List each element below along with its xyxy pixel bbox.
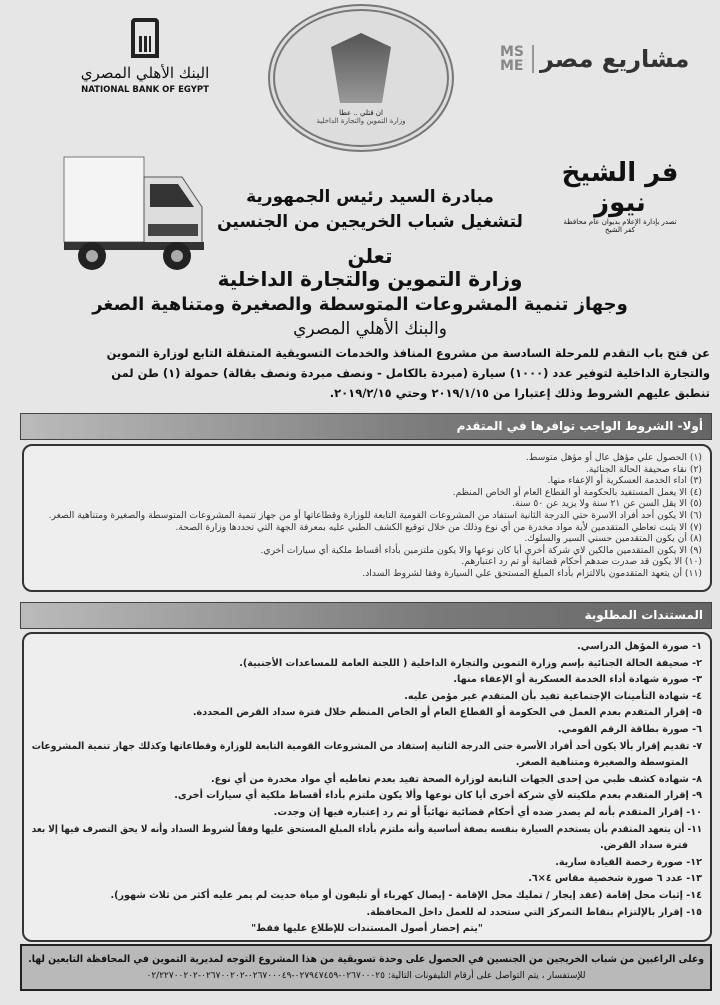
list-item-continuation: فترة سداد القرض. [599, 840, 688, 852]
list-item: ٥- إقرار المتقدم بعدم العمل في الحكومة أو القطاع العام أو الخاص المنظم خلال فترة سداد القرض المحددة. [192, 707, 702, 719]
list-item: ٢- صحيفة الحالة الجنائية بإسم وزارة التموين والتجارة الداخلية ( اللجنة العامة للمساعدات الأجنبية). [239, 657, 702, 669]
bank-name: والبنك الأهلي المصري [293, 319, 447, 339]
list-item: (٩) الا يكون المتقدمين مالكين لاي شركة أخري أيا كان نوعها والا يكون ملتزمين بأداء أقساط ملكية أي سيارات أخري. [260, 544, 702, 556]
agency-name: وجهاز تنمية المشروعات المتوسطة والصغيرة ومتناهية الصغر [92, 294, 628, 315]
national-bank-of-egypt-logo [80, 18, 210, 95]
seal-motto: ان قتلي .. عطا [339, 109, 383, 117]
intro-paragraph [20, 343, 710, 403]
list-item: (٨) أن يكون المتقدمين حسني السير والسلوك. [524, 533, 702, 545]
list-item: (٤) الا يعمل المستفيد بالحكومة أو القطاع العام أو الخاص المنظم. [452, 486, 702, 498]
list-item: ٦- صورة بطاقة الرقم القومي. [557, 723, 702, 735]
list-item: ١٥- إقرار بالإلتزام بنقاط التمركز التي ستحدد له للعمل داخل المحافظة. [366, 906, 702, 918]
list-item: ٩- إقرار المتقدم بعدم ملكيته لأي شركة أخرى أيا كان نوعها وألا يكون ملتزم بأداء أقساط ملكية أي سيارات أخرى. [174, 790, 702, 802]
announces-heading: تعلن [347, 244, 393, 268]
list-item: ١٤- إثبات محل إقامة (عقد إيجار / تمليك محل الإقامة - إيصال كهرباء أو تليفون أو مياة حديث لم يمر عليه أكثر من ثلاث شهور). [110, 889, 702, 901]
ministry-name: وزارة التموين والتجارة الداخلية [217, 267, 523, 291]
list-item: (١) الحصول علي مؤهل عال أو مؤهل متوسط. [525, 452, 702, 463]
news-logo-title: فر الشيخ نيوز [561, 158, 679, 218]
conditions-list [22, 444, 712, 592]
list-item: (٣) اداء الخدمة العسكرية أو الإعفاء منها. [547, 475, 702, 487]
msme-latin: MS ME [500, 45, 534, 73]
list-item: (٧) الا يثبت تعاطي المتقدمين لأية مواد مخدرة من أي نوع وذلك من خلال توقيع الكشف الطبي عليه بمعرفة الجهة التي تحددها وزارة الصحة. [175, 521, 702, 533]
intro-line: والتجارة الداخلية لتوفير عدد (١٠٠٠) سيارة (مبردة بالكامل - ونصف مبردة ونصف بقالة) حمولة (١) طن لمن [111, 366, 710, 380]
list-item: ٨- شهادة كشف طبي من إحدى الجهات التابعة لوزارة الصحة تفيد بعدم تعاطيه أي مواد مخدرة من أي نوع. [210, 773, 702, 785]
initiative-subtitle: لتشغيل شباب الخريجين من الجنسين [217, 212, 523, 232]
list-item: ١٣- عدد ٦ صورة شخصية مقاس ٤×٦. [528, 873, 702, 885]
msme-logo [500, 45, 689, 73]
intro-line: تنطبق عليهم الشروط وذلك إعتبارا من ٢٠١٩/١/١٥ وحتي ٢٠١٩/٢/١٥. [329, 386, 710, 400]
conditions-header: أولا- الشروط الواجب توافرها في المتقدم [20, 413, 712, 440]
originals-note: "يتم إحضار أصول المستندات للإطلاع عليها فقط" [251, 923, 483, 935]
list-item: (٥) الا يقل السن عن ٢١ سنة ولا يزيد عن ٥٠ سنة. [512, 498, 702, 510]
list-item: (٦) الا يكون أحد أفراد الاسرة حتي الدرجة الثانية استفاد من المشروعات القومية التابعة للوزارة وقطاعاتها أو من جهاز تنمية المشروعات المتوسطة والصغيرة ومتناهية الصغر. [48, 509, 702, 521]
bank-name-en: NATIONAL BANK OF EGYPT [81, 85, 209, 95]
list-item: ١٠- إقرار المتقدم بأنه لم يصدر ضده أي أحكام قضائية نهائياً أو تم رد إعتباره فيها إن وجدت. [273, 806, 702, 818]
msme-arabic: مشاريع مصر [540, 45, 690, 73]
documents-list [22, 632, 712, 942]
seal-ring-text: وزارة التموين والتجارة الداخلية [316, 117, 406, 125]
ministry-seal-logo [268, 4, 454, 152]
documents-header: المستندات المطلوبة [20, 602, 712, 629]
list-item: ٤- شهادة التأمينات الإجتماعية تفيد بأن المتقدم غير مؤمن عليه. [404, 690, 702, 702]
list-item: ٣- صورة شهادة أداء الخدمة العسكرية أو الإعفاء منها. [453, 674, 702, 686]
list-item: ١- صورة المؤهل الدراسي. [577, 641, 702, 652]
list-item: ١٢- صورة رخصة القيادة سارية. [555, 856, 702, 868]
list-item: (٢) نقاء صحيفة الحالة الجنائية. [585, 463, 702, 475]
eagle-emblem-icon [331, 33, 391, 103]
list-item: (١١) أن يتعهد المتقدمون بالالتزام بأداء المبلغ المستحق علي السيارة وفقا لشروط السداد. [362, 567, 702, 579]
list-item: (١٠) الا يكون قد صدرت ضدهم أحكام قضائية أو تم رد اعتبارهم. [461, 556, 702, 568]
bank-name-ar: البنك الأهلي المصري [80, 64, 210, 82]
bank-emblem-icon [131, 18, 159, 58]
list-item: ٧- تقديم إقرار بألا يكون أحد أفراد الأسرة حتى الدرجة الثانية إستفاد من المشروعات القومية التابعة للوزارة وقطاعاتها وكذلك جهاز تنمية المشروعات [31, 740, 702, 752]
footer-phone-numbers: للإستفسار ، يتم التواصل على أرقام التليفونات التالية: ٠٢٦٧٠٠٠٢٥-٠٢٧٩٤٧٤٥٩-٠٢٦٧٠٠٠٤٩-٠٢٦٧٠٠٢٠٢-٠٢/٢٢٧٠٠٢٠٢ [146, 971, 586, 981]
footer-contact-box [20, 944, 712, 991]
list-item-continuation: المتوسطة والصغيرة ومتناهية الصغر. [515, 757, 688, 769]
news-logo-subtitle: تصدر بإدارة الإعلام بديوان عام محافظة كفر الشيخ [563, 218, 677, 234]
initiative-title: مبادرة السيد رئيس الجمهورية [246, 187, 494, 207]
list-item: ١١- أن يتعهد المتقدم بأن يستخدم السيارة بنفسه بصفة أساسية وأنه ملتزم بأداء المبلغ المستحق عليها وفقاً لشروط السداد وأنه لا يحق التصرف فيها إلا بعد [31, 823, 702, 835]
intro-line: عن فتح باب التقدم للمرحلة السادسة من مشروع المنافذ والخدمات التسويقية المتنقلة التابع لوزارة التموين [106, 346, 710, 360]
footer-instructions: وعلى الراغبين من شباب الخريجين من الجنسين في الحصول على وحدة تسويقية من هذا المشروع التوجه لمديرية التموين في المحافظة التابعين لها. [28, 954, 705, 965]
